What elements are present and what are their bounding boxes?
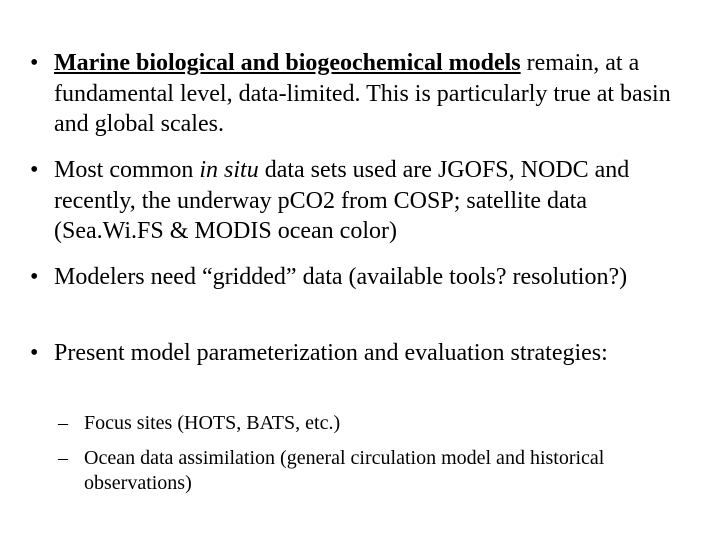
bullet-emphasis: Marine biological and biogeochemical models: [54, 50, 521, 76]
bullet-text: Present model parameterization and evaluation strategies:: [54, 340, 608, 366]
bullet-text: Modelers need “gridded” data (available tools? resolution?): [54, 264, 628, 290]
subbullet-assimilation: [58, 446, 684, 496]
subbullet-marker: –: [58, 447, 68, 469]
bullet-marker: •: [30, 340, 39, 366]
bullet-data-sets: [30, 155, 694, 247]
bullet-post: data sets used are JGOFS, NODC and recently, the underway pCO2 from COSP; satellite data (Sea.Wi.FS & MODIS ocean color): [54, 157, 630, 244]
bullet-marker: •: [30, 157, 39, 183]
subbullet-text: Ocean data assimilation (general circulation model and historical observations): [84, 447, 605, 494]
subbullet-focus-sites: [58, 411, 684, 436]
bullet-text: [54, 48, 694, 140]
bullet-text: [54, 155, 694, 247]
bullet-italic: in situ: [199, 157, 259, 183]
bullet-gridded-data: [30, 262, 694, 293]
bullet-marker: •: [30, 264, 39, 290]
bullet-strategies: [30, 338, 694, 369]
bullet-marker: •: [30, 50, 39, 76]
subbullet-marker: –: [58, 412, 68, 434]
bullet-pre: Most common: [54, 157, 200, 183]
subbullet-text: Focus sites (HOTS, BATS, etc.): [84, 412, 341, 434]
bullet-marine-models: [30, 48, 694, 140]
bullet-rest: remain, at a fundamental level, data-limited. This is particularly true at basin and global scales.: [54, 50, 671, 137]
